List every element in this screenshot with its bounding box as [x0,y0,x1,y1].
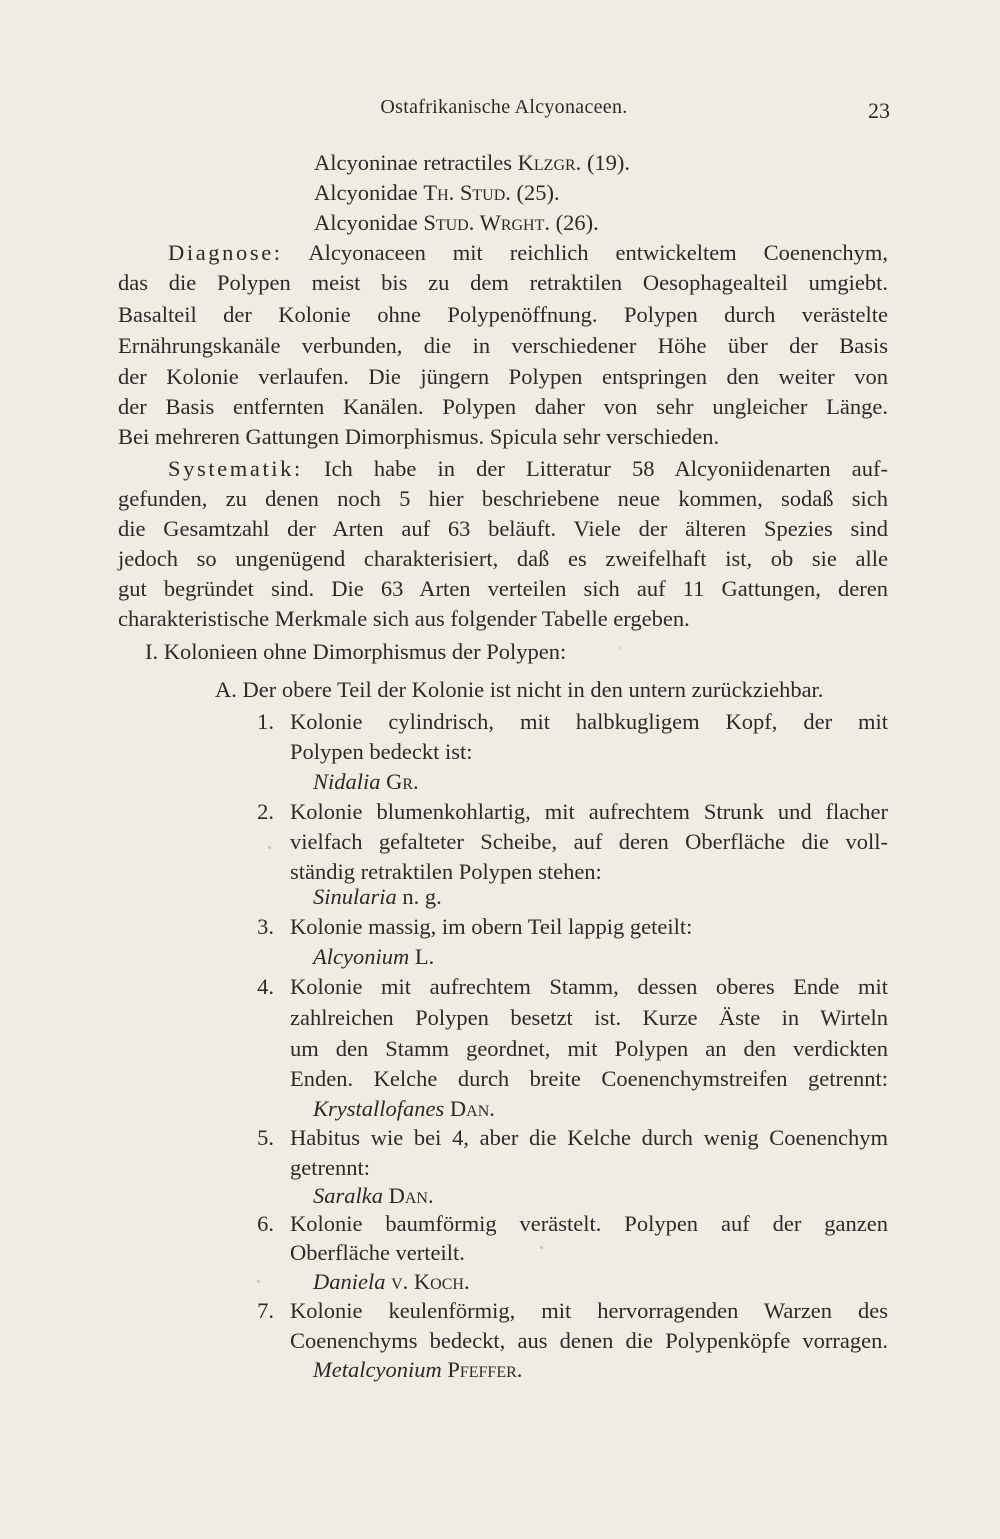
key-item-number: 6. [257,1211,274,1236]
genus-entry [313,882,442,912]
synonym-line: Alcyonidae Stud. Wrght. (26). [314,210,599,235]
genus-name: Nidalia [313,769,381,794]
systematik-line: jedoch so ungenügend charakterisiert, daß es zweifelhaft ist, ob sie alle [118,546,888,571]
diagnose-line: Basalteil der Kolonie ohne Polypenöffnung. Polypen durch verästelte [118,302,888,327]
key-item-line: vielfach gefalteter Scheibe, auf deren Oberfläche die voll- [290,829,888,854]
key-item-number: 2. [257,799,274,824]
genus-name: Daniela [313,1269,386,1294]
key-item-line: Kolonie keulenförmig, mit hervorragenden Warzen des [290,1298,888,1323]
diagnose-line: der Basis entfernten Kanälen. Polypen daher von sehr ungleicher Länge. [118,394,888,419]
key-section-heading: I. Kolonieen ohne Dimorphismus der Polypen: [145,639,567,664]
key-item-line: Polypen bedeckt ist: [290,739,473,764]
diagnose-line: das die Polypen meist bis zu dem retraktilen Oesophagealteil umgiebt. [118,270,888,295]
key-item-line: Enden. Kelche durch breite Coenenchymstreifen getrennt: [290,1066,888,1091]
paper-speck [620,647,622,649]
paper-speck [257,1280,260,1283]
genus-name: Sinularia [313,884,397,909]
systematik-line: gut begründet sind. Die 63 Arten verteilen sich auf 11 Gattungen, deren [118,576,888,601]
diagnose-line: der Kolonie verlaufen. Die jüngern Polypen entspringen den weiter von [118,364,888,389]
authority: Pfeffer. [447,1357,523,1382]
authority: n. g. [402,884,442,909]
diagnose-line: Diagnose: Alcyonaceen mit reichlich entwickeltem Coenenchym, [168,240,889,265]
systematik-line: Systematik: Ich habe in der Litteratur 58 Alcyoniidenarten auf- [168,456,888,481]
genus-name: Saralka [313,1183,383,1208]
genus-entry [313,1355,522,1385]
key-item-line: Coenenchyms bedeckt, aus denen die Polypenköpfe vorragen. [290,1328,888,1353]
key-item-number: 3. [257,914,274,939]
key-item-line: Kolonie blumenkohlartig, mit aufrechtem Strunk und flacher [290,799,888,824]
key-item-line: Kolonie baumförmig verästelt. Polypen auf der ganzen [290,1211,888,1236]
genus-entry [313,1181,434,1211]
systematik-line: gefunden, zu denen noch 5 hier beschriebene neue kommen, sodaß sich [118,486,888,511]
key-item-number: 7. [257,1298,274,1323]
genus-name: Alcyonium [313,944,410,969]
authority: Gr. [386,769,419,794]
key-item-line: Kolonie cylindrisch, mit halbkugligem Kopf, der mit [290,709,888,734]
synonym-line: Alcyonidae Th. Stud. (25). [314,180,560,205]
paper-speck [268,846,271,849]
genus-name: Metalcyonium [313,1357,442,1382]
systematik-line: charakteristische Merkmale sich aus folgender Tabelle ergeben. [118,606,690,631]
key-item-line: Kolonie massig, im obern Teil lappig geteilt: [290,914,693,939]
page-number: 23 [868,98,890,123]
authority: v. Koch. [391,1269,470,1294]
key-item-line: zahlreichen Polypen besetzt ist. Kurze Äste in Wirteln [290,1005,888,1030]
key-item-line: getrennt: [290,1155,370,1180]
key-subsection-heading: A. Der obere Teil der Kolonie ist nicht in den untern zurückziehbar. [215,677,824,702]
authority: Th. Stud. [423,180,511,205]
diagnose-line: Ernährungskanäle verbunden, die in verschiedener Höhe über der Basis [118,333,888,358]
key-item-number: 5. [257,1125,274,1150]
genus-entry [313,1267,470,1297]
authority: Klzgr. [517,150,582,175]
synonym-line: Alcyoninae retractiles Klzgr. (19). [314,150,631,175]
genus-name: Krystallofanes [313,1096,445,1121]
genus-entry [313,767,419,797]
systematik-line: die Gesamtzahl der Arten auf 63 beläuft. Viele der älteren Spezies sind [118,516,888,541]
running-title: Ostafrikanische Alcyonaceen. [380,96,628,118]
genus-entry [313,942,434,972]
authority: Dan. [388,1183,434,1208]
paper-speck [540,1246,543,1249]
authority: Stud. Wrght. [423,210,550,235]
systematik-label: Systematik: [168,456,303,481]
authority: L. [414,944,435,969]
genus-entry [313,1094,495,1124]
key-item-line: um den Stamm geordnet, mit Polypen an den verdickten [290,1036,888,1061]
key-item-number: 4. [257,974,274,999]
page-header [118,96,890,126]
key-item-line: Oberfläche verteilt. [290,1240,465,1265]
key-item-line: Kolonie mit aufrechtem Stamm, dessen oberes Ende mit [290,974,888,999]
diagnose-line: Bei mehreren Gattungen Dimorphismus. Spicula sehr verschieden. [118,424,720,449]
key-item-number: 1. [257,709,274,734]
key-item-line: Habitus wie bei 4, aber die Kelche durch wenig Coenenchym [290,1125,888,1150]
authority: Dan. [449,1096,495,1121]
diagnose-label: Diagnose: [168,240,283,265]
key-item-line: ständig retraktilen Polypen stehen: [290,859,602,884]
